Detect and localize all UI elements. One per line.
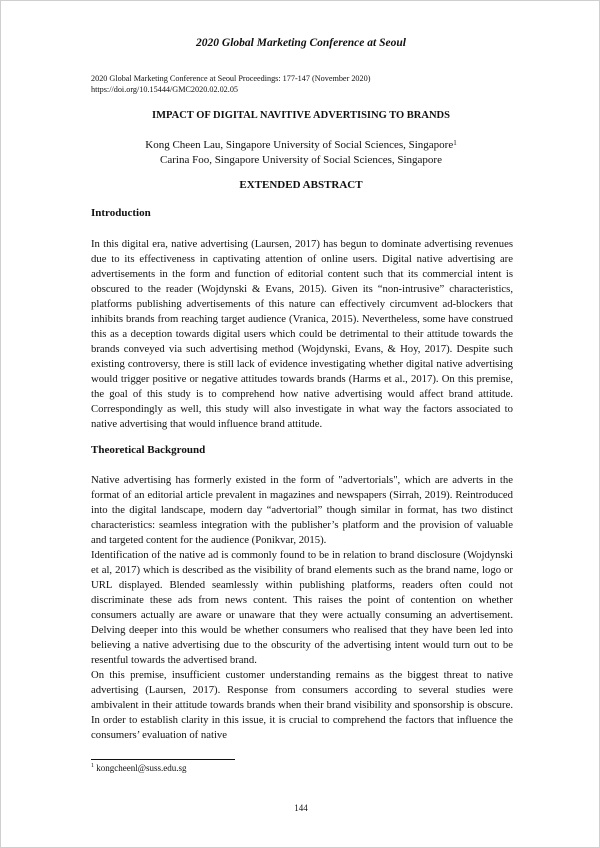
doi-link[interactable]: https://doi.org/10.15444/GMC2020.02.02.05	[91, 85, 239, 94]
author-name: Kong Cheen Lau, Singapore University of Social Sciences, Singapore	[145, 139, 454, 151]
page-number: 144	[294, 803, 308, 813]
section-body-introduction	[91, 237, 513, 432]
author-list	[1, 138, 600, 168]
footnote-mark: 1	[453, 139, 457, 147]
author-line	[1, 138, 600, 153]
footnote-divider	[91, 759, 235, 760]
section-heading-introduction: Introduction	[91, 207, 151, 219]
section-heading-theoretical-background: Theoretical Background	[91, 444, 206, 456]
footnote-mark: 1	[91, 763, 94, 769]
author-line	[1, 153, 600, 168]
author-name: Carina Foo, Singapore University of Social Sciences, Singapore	[160, 154, 442, 166]
paragraph: Native advertising has formerly existed in the form of "advertorials", which are adverts in the format of an editorial article prevalent in magazines and newspapers (Sirrah, 2019). Reintroduced into the digital landscape, modern day “advertorial” though similar in format, has two distinct characteristics: seamless integration with the publisher’s platform and the provision of valuable and targeted content for the audience (Ponikvar, 2015).	[91, 474, 513, 546]
footnote	[91, 763, 187, 773]
paragraph: In this digital era, native advertising (Laursen, 2017) has begun to dominate advertising revenues due to its effectiveness in captivating attention of online users. Digital native advertising are advertisements in the form and function of editorial content such that its commercial intent is obscured to the reader (Wojdynski & Evans, 2015). Given its “non-intrusive” characteristics, platforms publishing advertisements of this nature can effectively circumvent ad-blockers that inhibits brands from reaching target audience (Vranica, 2015). Nevertheless, some have construed this as a deception towards digital users which could be detrimental to their attitude towards the brands conveyed via such advertising method (Wojdynski, Evans, & Hoy, 2017). Despite such existing controversy, there is still lack of evidence investigating whether digital native advertising would trigger positive or negative attitudes towards brands (Harms et al., 2017). On this premise, the goal of this study is to comprehend how native advertising would affect brand attitude. Correspondingly as well, this study will also investigate in what way the factors associated to native advertising that would influence brand attitude.	[91, 238, 513, 430]
conference-header: 2020 Global Marketing Conference at Seoul	[196, 37, 406, 49]
proceedings-line: 2020 Global Marketing Conference at Seoul Proceedings: 177-147 (November 2020)	[91, 74, 371, 83]
paragraph: Identification of the native ad is commonly found to be in relation to brand disclosure (Wojdynski et al, 2017) which is described as the visibility of brand elements such as the brand name, logo or URL displayed. Blended seamlessly within publishing platforms, readers often could not discriminate these ads from news content. This raises the point of contention on whether consumers actually are aware or unaware that they were actually consuming an advertisement. Delving deeper into this would be whether consumers who realised that they have been led into believing a native advertising due to the obscurity of the advertising intent would turn out to be resentful towards the advertised brand.	[91, 549, 513, 666]
section-body-theoretical-background	[91, 473, 513, 743]
paragraph: On this premise, insufficient customer understanding remains as the biggest threat to native advertising (Laursen, 2017). Response from consumers according to several studies were ambivalent in their attitude towards brands when their brand visibility and sponsorship is obscure. In order to establish clarity in this issue, it is crucial to comprehend the factors that influence the consumers’ evaluation of native	[91, 669, 513, 741]
footnote-email[interactable]: kongcheenl@suss.edu.sg	[94, 763, 187, 773]
paper-title: IMPACT OF DIGITAL NAVITIVE ADVERTISING TO BRANDS	[152, 110, 450, 121]
abstract-label: EXTENDED ABSTRACT	[239, 179, 363, 191]
proceedings-info	[91, 73, 521, 95]
